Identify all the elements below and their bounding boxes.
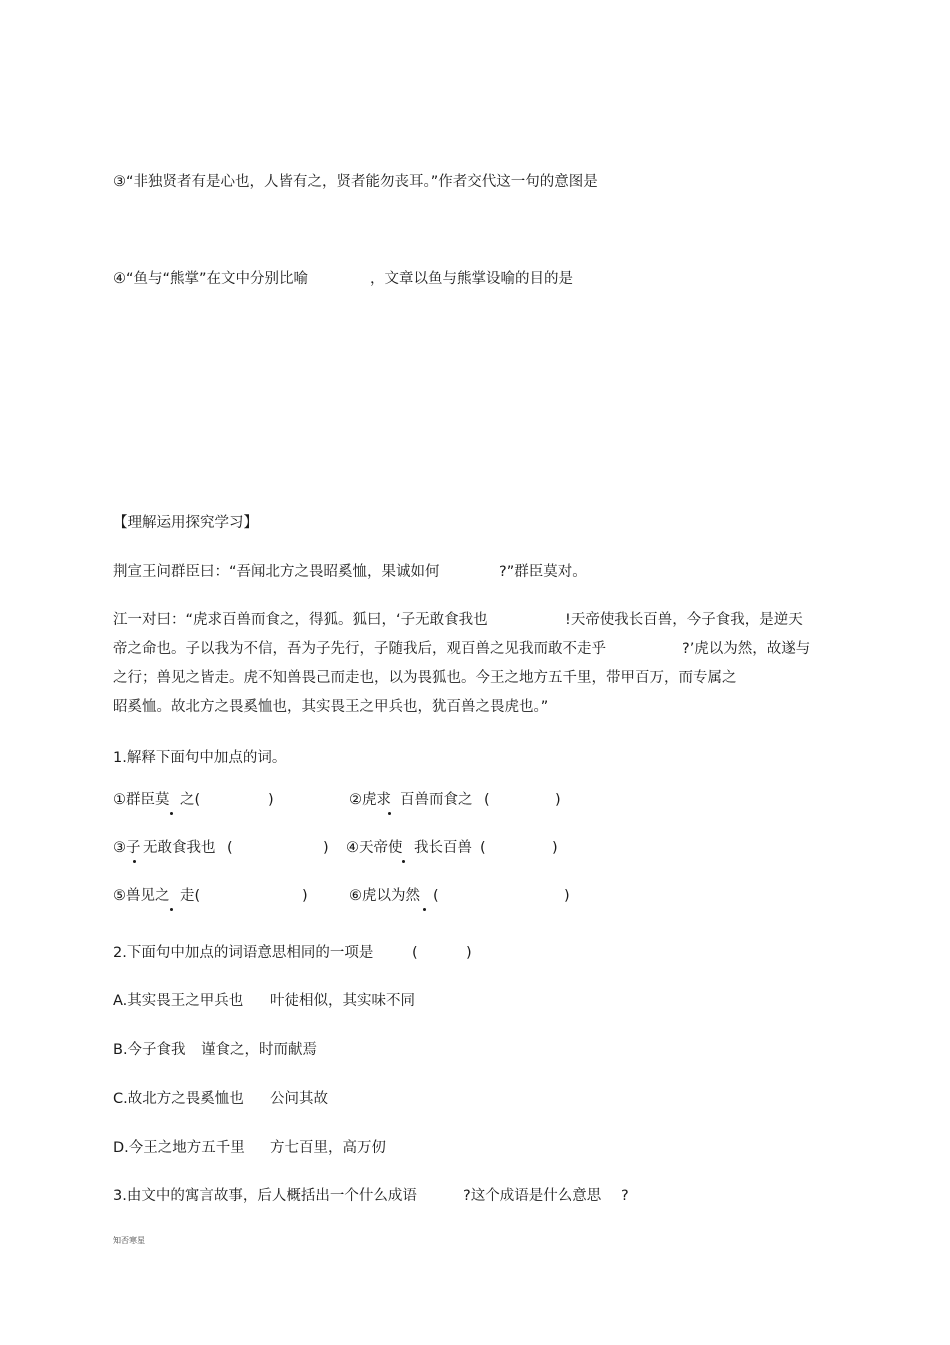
emphasis-dot xyxy=(170,908,173,911)
question-4-text-part2: ，文章以鱼与熊掌设喻的目的是 xyxy=(370,271,573,287)
question-2-paren-close: ) xyxy=(466,945,472,961)
passage-line-2a: 江一对曰：“虎求百兽而食之，得狐。狐曰，‘子无敢食我也 xyxy=(113,612,488,628)
q1-item-5-text: ⑤兽见之 xyxy=(113,888,170,904)
page-footer: 知否寒星 xyxy=(113,1236,145,1245)
q1-item-2-text-after: 百兽而食之 xyxy=(400,792,473,808)
question-2-title: 2.下面句中加点的词语意思相同的一项是 xyxy=(113,945,374,961)
q1-item-4-paren-open: ( xyxy=(480,840,486,856)
passage-line-5: 昭奚恤。故北方之畏奚恤也，其实畏王之甲兵也，犹百兽之畏虎也。” xyxy=(113,699,549,715)
q2-option-d-left: D.今王之地方五千里 xyxy=(113,1140,245,1156)
q1-item-5-paren-close: ) xyxy=(302,888,308,904)
q2-option-a-left: A.其实畏王之甲兵也 xyxy=(113,993,244,1009)
passage-line-3a: 帝之命也。子以我为不信，吾为子先行，子随我后，观百兽之见我而敢不走乎 xyxy=(113,641,606,657)
q1-item-3-paren-close: ) xyxy=(323,840,329,856)
q1-item-2-text: ②虎求 xyxy=(349,792,391,808)
emphasis-dot xyxy=(133,860,136,863)
q1-item-4-text: ④天帝使 xyxy=(346,840,403,856)
emphasis-dot xyxy=(388,812,391,815)
q2-option-a-right: 叶徒相似，其实味不同 xyxy=(270,993,415,1009)
q1-item-1-text: ①群臣莫 xyxy=(113,792,170,808)
passage-line-3b: ?’虎以为然，故遂与 xyxy=(682,641,811,657)
q1-item-1-text-after: 之( xyxy=(180,792,201,808)
question-4-text-part1: ④“鱼与“熊掌”在文中分别比喻 xyxy=(113,271,309,287)
question-2-paren-open: ( xyxy=(412,945,418,961)
q2-option-c-right: 公问其故 xyxy=(270,1091,328,1107)
q2-option-d-right: 方七百里，高万仞 xyxy=(270,1140,386,1156)
q2-option-b-left: B.今子食我 xyxy=(113,1042,186,1058)
q1-item-6-paren-close: ) xyxy=(564,888,570,904)
section-title: 【理解运用探究学习】 xyxy=(113,515,258,531)
q1-item-6-paren-open: ( xyxy=(433,888,439,904)
passage-line-4: 之行；兽见之皆走。虎不知兽畏己而走也，以为畏狐也。今王之地方五千里，带甲百万，而专属之 xyxy=(113,670,737,686)
emphasis-dot xyxy=(402,860,405,863)
emphasis-dot xyxy=(170,812,173,815)
q1-item-1-paren-close: ) xyxy=(268,792,274,808)
q1-item-2-paren-close: ) xyxy=(555,792,561,808)
passage-line-2b: !天帝使我长百兽，今子食我，是逆天 xyxy=(565,612,803,628)
q1-item-2-paren-open: ( xyxy=(484,792,490,808)
q2-option-b-right: 谨食之，时而献焉 xyxy=(201,1042,317,1058)
question-3-title-part3: ? xyxy=(621,1188,629,1204)
q1-item-4-text-after: 我长百兽 xyxy=(414,840,472,856)
question-1-title: 1.解释下面句中加点的词。 xyxy=(113,750,287,766)
q1-item-3-text-after: 无敢食我也 xyxy=(143,840,216,856)
q1-item-6-text: ⑥虎以为然 xyxy=(349,888,420,904)
passage-line-1a: 荆宣王问群臣曰：“吾闻北方之畏昭奚恤，果诚如何 xyxy=(113,564,440,580)
q2-option-c-left: C.故北方之畏奚恤也 xyxy=(113,1091,244,1107)
q1-item-4-paren-close: ) xyxy=(552,840,558,856)
question-3-title-part1: 3.由文中的寓言故事，后人概括出一个什么成语 xyxy=(113,1188,417,1204)
q1-item-3-text: ③子 xyxy=(113,840,141,856)
q1-item-5-text-after: 走( xyxy=(180,888,201,904)
q1-item-3-paren-open: ( xyxy=(227,840,233,856)
question-3-text: ③“非独贤者有是心也，人皆有之，贤者能勿丧耳。”作者交代这一句的意图是 xyxy=(113,174,598,190)
question-3-title-part2: ?这个成语是什么意思 xyxy=(463,1188,602,1204)
emphasis-dot xyxy=(423,908,426,911)
passage-line-1b: ?”群臣莫对。 xyxy=(499,564,587,580)
